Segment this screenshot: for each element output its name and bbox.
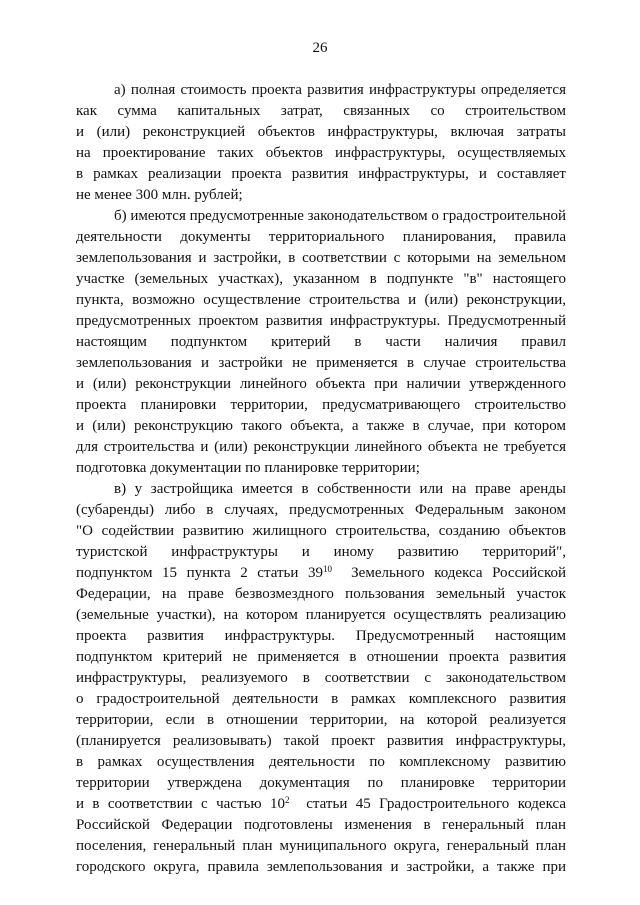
paragraph-b-line: землепользования и застройки не применяется в случае строительства [76, 355, 566, 371]
paragraph-a-line: в рамках реализации проекта развития инфраструктуры, и составляет [76, 166, 566, 182]
paragraph-c-line: проекта развития инфраструктуры. Предусмотренный настоящим [76, 628, 566, 644]
superscript: 2 [284, 795, 290, 805]
paragraph-b-line: для строительства и (или) реконструкции линейного объекта не требуется [76, 439, 566, 455]
paragraph-b-line: настоящим подпунктом критерий в части наличия правил [76, 334, 566, 350]
superscript: 10 [322, 564, 332, 574]
paragraph-b-line: и (или) реконструкции линейного объекта при наличии утвержденного [76, 376, 566, 392]
paragraph-a-line: на проектирование таких объектов инфраструктуры, осуществляемых [76, 145, 566, 161]
page-number: 26 [312, 40, 328, 56]
paragraph-c-line: туристской инфраструктуры и иному развитию территорий", [76, 544, 566, 560]
paragraph-c-line: инфраструктуры, реализуемого в соответствии с законодательством [76, 670, 566, 686]
paragraph-a-line: и (или) реконструкцией объектов инфраструктуры, включая затраты [76, 124, 566, 140]
paragraph-c-line: "О содействии развитию жилищного строительства, созданию объектов [76, 523, 566, 539]
paragraph-b-line: проекта планировки территории, предусматривающего строительство [76, 397, 566, 413]
paragraph-c-line: территории, если в отношении территории, на которой реализуется [76, 712, 566, 728]
paragraph-c-line: территории утверждена документация по планировке территории [76, 775, 566, 791]
paragraph-c-line: подпунктом критерий не применяется в отношении проекта развития [76, 649, 566, 665]
paragraph-b-line: б) имеются предусмотренные законодательством о градостроительной [114, 208, 566, 224]
paragraph-b-line: и (или) реконструкцию такого объекта, а также в случае, при котором [76, 418, 566, 434]
paragraph-b-line: деятельности документы территориального планирования, правила [76, 229, 566, 245]
paragraph-c-line: в рамках осуществления деятельности по комплексному развитию [76, 754, 566, 770]
paragraph-c-line-with-superscript [76, 563, 566, 584]
paragraph-c-line-with-superscript [76, 794, 566, 815]
paragraph-a-line: а) полная стоимость проекта развития инфраструктуры определяется [114, 82, 566, 98]
paragraph-c-line: городского округа, правила землепользования и застройки, а также при [76, 859, 566, 875]
paragraph-a-line: не менее 300 млн. рублей; [76, 187, 243, 203]
document-body [76, 80, 566, 878]
paragraph-b-line: пункта, возможно осуществление строительства и (или) реконструкции, [76, 292, 566, 308]
paragraph-c-line: (планируется реализовывать) такой проект развития инфраструктуры, [76, 733, 566, 749]
paragraph-b-line: участке (земельных участках), указанном в подпункте "в" настоящего [76, 271, 566, 287]
paragraph-c-line: (земельные участки), на котором планируется осуществлять реализацию [76, 607, 566, 623]
line-text: Земельного кодекса Российской [351, 565, 566, 581]
paragraph-c-line: (субаренды) либо в случаях, предусмотренных Федеральным законом [76, 502, 566, 518]
paragraph-c-line: Российской Федерации подготовлены изменения в генеральный план [76, 817, 566, 833]
paragraph-b-line: предусмотренных проектом развития инфраструктуры. Предусмотренный [76, 313, 566, 329]
paragraph-c-line: поселения, генеральный план муниципального округа, генеральный план [76, 838, 566, 854]
line-text: статьи 45 Градостроительного кодекса [306, 796, 566, 812]
line-text: и в соответствии с частью 10 [76, 796, 285, 812]
paragraph-b-line: землепользования и застройки, в соответствии с которыми на земельном [76, 250, 566, 266]
paragraph-c-line: в) у застройщика имеется в собственности или на праве аренды [114, 481, 566, 497]
paragraph-a-line: как сумма капитальных затрат, связанных со строительством [76, 103, 566, 119]
paragraph-c-line: о градостроительной деятельности в рамках комплексного развития [76, 691, 566, 707]
paragraph-b-line: подготовка документации по планировке территории; [76, 460, 420, 476]
line-text: подпунктом 15 пункта 2 статьи 39 [76, 565, 323, 581]
paragraph-c-line: Федерации, на праве безвозмездного пользования земельный участок [76, 586, 566, 602]
